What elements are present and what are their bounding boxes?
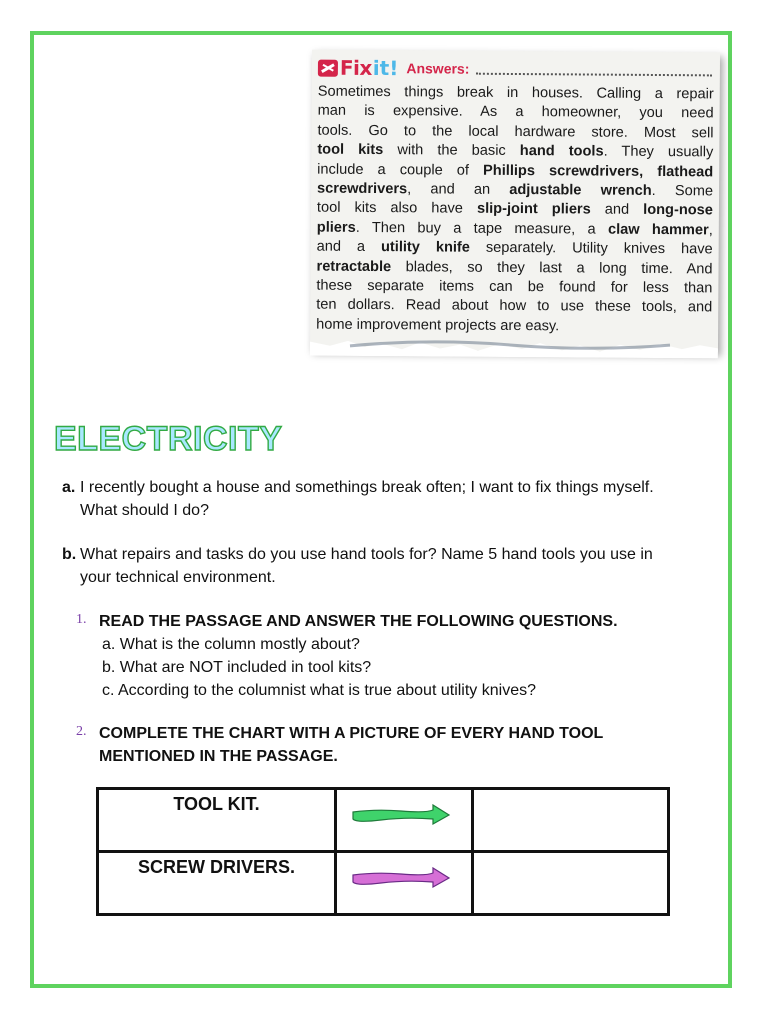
task-1-heading: READ THE PASSAGE AND ANSWER THE FOLLOWING QUESTIONS. — [99, 613, 618, 630]
chart-arrow-cell — [336, 852, 473, 915]
passage-text: ten dollars. Read about how to use these tools, and — [316, 297, 713, 316]
passage-text: Sometimes things break in houses. Calling a repair — [317, 83, 714, 103]
arrow-right-icon — [351, 804, 451, 826]
passage-text: . Some — [651, 182, 714, 200]
passage-text: pliers — [316, 219, 356, 236]
passage-text: retractable — [316, 258, 392, 275]
passage-text: , and an — [407, 181, 510, 198]
passage-text: slip-joint pliers — [476, 201, 591, 218]
task-2-heading-line1: COMPLETE THE CHART WITH A PICTURE OF EVERY HAND TOOL — [99, 725, 604, 742]
answers-label: Answers: — [406, 60, 470, 77]
passage-line — [318, 102, 714, 124]
passage-text: and a — [316, 238, 382, 256]
dotted-rule — [475, 63, 712, 77]
passage-text: tools. Go to the local hardware store. Most sell — [317, 122, 714, 142]
chart-arrow-cell — [336, 789, 473, 852]
passage-text: these separate items can be found for less than — [316, 277, 713, 297]
passage-text: and — [590, 201, 644, 219]
passage-line — [316, 315, 712, 337]
passage-text: home improvement projects are easy. — [316, 316, 560, 335]
question-b — [62, 543, 722, 589]
page-title: ELECTRICITY — [54, 420, 283, 458]
chart-row-label: TOOL KIT. — [173, 794, 260, 814]
chart-label-cell — [98, 852, 336, 915]
question-a-line1: I recently bought a house and somethings break often; I want to fix things myself. — [80, 479, 654, 496]
task-2-number: 2. — [76, 724, 87, 739]
fix-it-clipping — [310, 50, 720, 353]
passage-text: screwdrivers — [317, 180, 408, 198]
chart-row-label: SCREW DRIVERS. — [137, 857, 296, 877]
passage-text: claw hammer — [607, 221, 709, 239]
question-a-label: a. — [62, 479, 76, 496]
question-b-line2: your technical environment. — [80, 569, 276, 586]
passage-text: man is expensive. As a homeowner, you need — [317, 103, 714, 122]
chart-picture-cell[interactable] — [473, 852, 669, 915]
logo-it-text: it! — [372, 56, 399, 81]
passage-text: adjustable wrench — [509, 181, 652, 199]
passage-text: long-nose — [643, 202, 713, 219]
clipping-header — [318, 56, 712, 83]
passage-text: Phillips screwdrivers, flathead — [483, 162, 714, 181]
task-1-number: 1. — [76, 612, 87, 627]
passage-text: . Then buy a tape measure, a — [355, 219, 609, 238]
passage-text: blades, so they last a long time. And — [391, 258, 713, 278]
question-a — [62, 476, 722, 522]
passage-text: separately. Utility knives have — [469, 239, 713, 258]
passage-line — [316, 296, 712, 318]
passage-text: utility knife — [380, 239, 470, 256]
question-b-line1: What repairs and tasks do you use hand tools for? Name 5 hand tools you use in — [80, 546, 653, 563]
passage-text: include a couple of — [317, 161, 484, 179]
task-1-item-b: b. What are NOT included in tool kits? — [102, 659, 372, 676]
arrow-right-icon — [351, 867, 451, 889]
passage-line — [317, 199, 713, 221]
passage-text: , — [708, 222, 713, 239]
chart-row — [98, 852, 669, 915]
task-1 — [76, 610, 716, 702]
task-1-item-a: a. What is the column mostly about? — [102, 636, 360, 653]
logo-fix-text: Fix — [339, 55, 372, 80]
task-1-item-c: c. According to the columnist what is true about utility knives? — [102, 682, 536, 699]
passage-text: hand tools — [519, 143, 604, 160]
torn-edge — [310, 338, 718, 359]
tools-chart — [96, 787, 670, 916]
passage-line — [317, 141, 713, 163]
passage-text: . They usually — [603, 143, 714, 161]
question-a-line2: What should I do? — [80, 502, 209, 519]
clipping-passage — [316, 83, 714, 338]
chart-label-cell — [98, 789, 336, 852]
tools-icon — [318, 59, 338, 76]
passage-line — [317, 238, 713, 260]
question-b-label: b. — [62, 546, 77, 563]
task-2 — [76, 722, 716, 768]
passage-text: with the basic — [383, 142, 520, 160]
passage-text: tool kits also have — [316, 200, 478, 218]
chart-row — [98, 789, 669, 852]
task-2-heading-line2: MENTIONED IN THE PASSAGE. — [99, 748, 338, 765]
chart-picture-cell[interactable] — [473, 789, 669, 852]
fix-it-logo — [318, 57, 399, 80]
passage-text: tool kits — [317, 141, 384, 159]
